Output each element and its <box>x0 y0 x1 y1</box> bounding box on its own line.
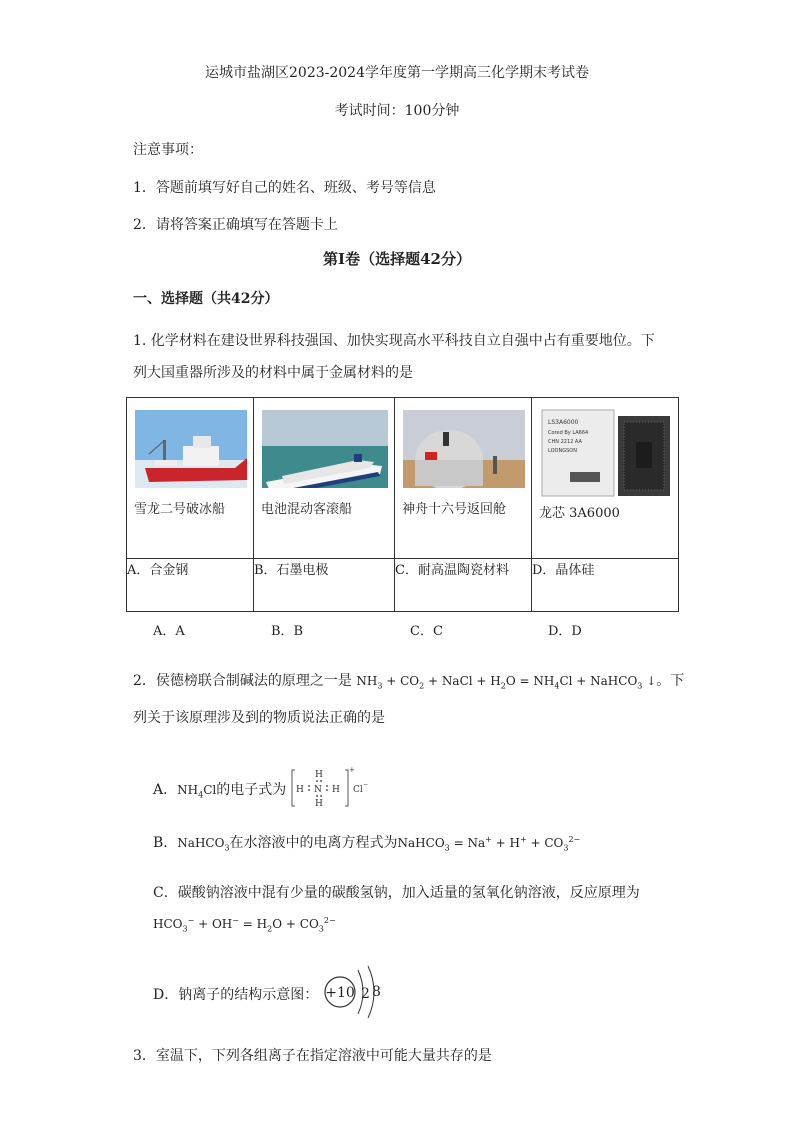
svg-text:−: − <box>362 781 368 788</box>
q1-stem-line2: 列大国重器所涉及的材料中属于金属材料的是 <box>133 365 413 381</box>
volume-title: 第I卷（选择题42分） <box>323 250 471 268</box>
nh4cl-formula: $NH_4Cl$ <box>177 783 217 800</box>
q1-material-a: A．合金钢 <box>127 558 254 611</box>
q2-option-d[interactable] <box>153 984 318 1004</box>
ferry-image <box>262 410 388 488</box>
q2-option-a-label: A． <box>153 782 178 798</box>
chip-text-3: CHN 2212 AA <box>548 439 582 445</box>
q2-stem-line1 <box>133 670 684 690</box>
svg-text:H: H <box>314 799 323 809</box>
svg-text:N: N <box>313 785 322 795</box>
q1-name-1: 雪龙二号破冰船 <box>134 502 226 517</box>
chip-text-4: LOONGSON <box>548 448 577 454</box>
sodium-ion-diagram <box>318 962 390 1018</box>
q3-stem: 3．室温下，下列各组离子在指定溶液中可能大量共存的是 <box>133 1048 492 1064</box>
nahco3-formula: NaHCO$_3$ <box>177 836 230 853</box>
q2-option-b-text: 在水溶液中的电离方程式为 <box>229 835 398 851</box>
q1-choice-a[interactable]: A．A <box>153 624 185 639</box>
svg-text:H: H <box>295 785 304 795</box>
nucleus-charge: +10 <box>325 985 355 1001</box>
q1-stem-line1: 1. 化学材料在建设世界科技强国、加快实现高水平科技自立自强中占有重要地位。下 <box>133 333 655 349</box>
q1-cell-chip <box>532 398 679 559</box>
q1-cell-ship2 <box>254 398 395 559</box>
q2-stem-start: 2．侯德榜联合制碱法的原理之一是 <box>133 673 352 689</box>
q2-option-d-text: D．钠离子的结构示意图： <box>153 987 319 1003</box>
svg-text:Cl: Cl <box>352 785 363 795</box>
q2-option-a-text: 的电子式为 <box>216 782 287 798</box>
shell-2-electrons: 8 <box>372 984 381 1000</box>
q1-material-table <box>126 397 679 612</box>
ionization-equation: NaHCO$_3$ = $Na^+ + H^+ + CO_3^{2-}$ <box>397 835 581 853</box>
q1-material-d: D．晶体硅 <box>532 558 679 611</box>
svg-text:+: + <box>348 766 355 774</box>
chip-text-2: Cored By LA664 <box>548 430 589 436</box>
icebreaker-image <box>135 410 247 488</box>
notice-item-1: 1．答题前填写好自己的姓名、班级、考号等信息 <box>133 180 436 196</box>
nh4-electron-formula <box>291 766 371 814</box>
q1-choice-b[interactable]: B．B <box>271 624 304 639</box>
q2-stem-line2: 列关于该原理涉及到的物质说法正确的是 <box>133 710 385 726</box>
q2-option-b[interactable] <box>153 832 580 852</box>
svg-text:H: H <box>314 770 323 780</box>
section-title: 一、选择题（共42分） <box>133 291 279 307</box>
q1-choice-c[interactable]: C．C <box>410 624 443 639</box>
chip-text-1: LS3A6000 <box>548 419 579 426</box>
q1-material-b: B．石墨电极 <box>254 558 395 611</box>
q1-material-c: C．耐高温陶瓷材料 <box>395 558 532 611</box>
notice-item-2: 2．请将答案正确填写在答题卡上 <box>133 217 338 233</box>
q2-option-a[interactable] <box>153 766 371 814</box>
q2-option-b-label: B． <box>153 835 178 851</box>
capsule-image <box>403 410 525 488</box>
q2-reaction-equation: $NH_3 + CO_2$ + NaCl + $H_2O = NH_4Cl$ + NaHCO$_3$ ↓ <box>356 674 657 691</box>
q1-cell-capsule <box>395 398 532 559</box>
q1-choice-d[interactable]: D．D <box>548 624 582 639</box>
q2-stem-end: 。下 <box>656 673 685 689</box>
exam-time: 考试时间：100分钟 <box>334 103 460 119</box>
q1-name-4: 龙芯 3A6000 <box>539 506 620 521</box>
notice-heading: 注意事项： <box>133 142 203 158</box>
q2-option-c[interactable]: C．碳酸钠溶液中混有少量的碳酸氢钠，加入适量的氢氧化钠溶液，反应原理为 <box>153 885 640 901</box>
q1-cell-ship1 <box>127 398 254 559</box>
q2-option-c-equation <box>153 916 336 933</box>
neutralization-equation: $HCO_3^- + OH^- = H_2O + CO_3^{2-}$ <box>153 916 336 934</box>
q1-name-3: 神舟十六号返回舱 <box>402 502 507 517</box>
exam-title: 运城市盐湖区2023-2024学年度第一学期高三化学期末考试卷 <box>205 65 589 81</box>
chip-image <box>540 408 672 500</box>
q1-name-2: 电池混动客滚船 <box>261 502 353 517</box>
svg-text:H: H <box>331 785 340 795</box>
shell-1-electrons: 2 <box>361 986 370 1002</box>
